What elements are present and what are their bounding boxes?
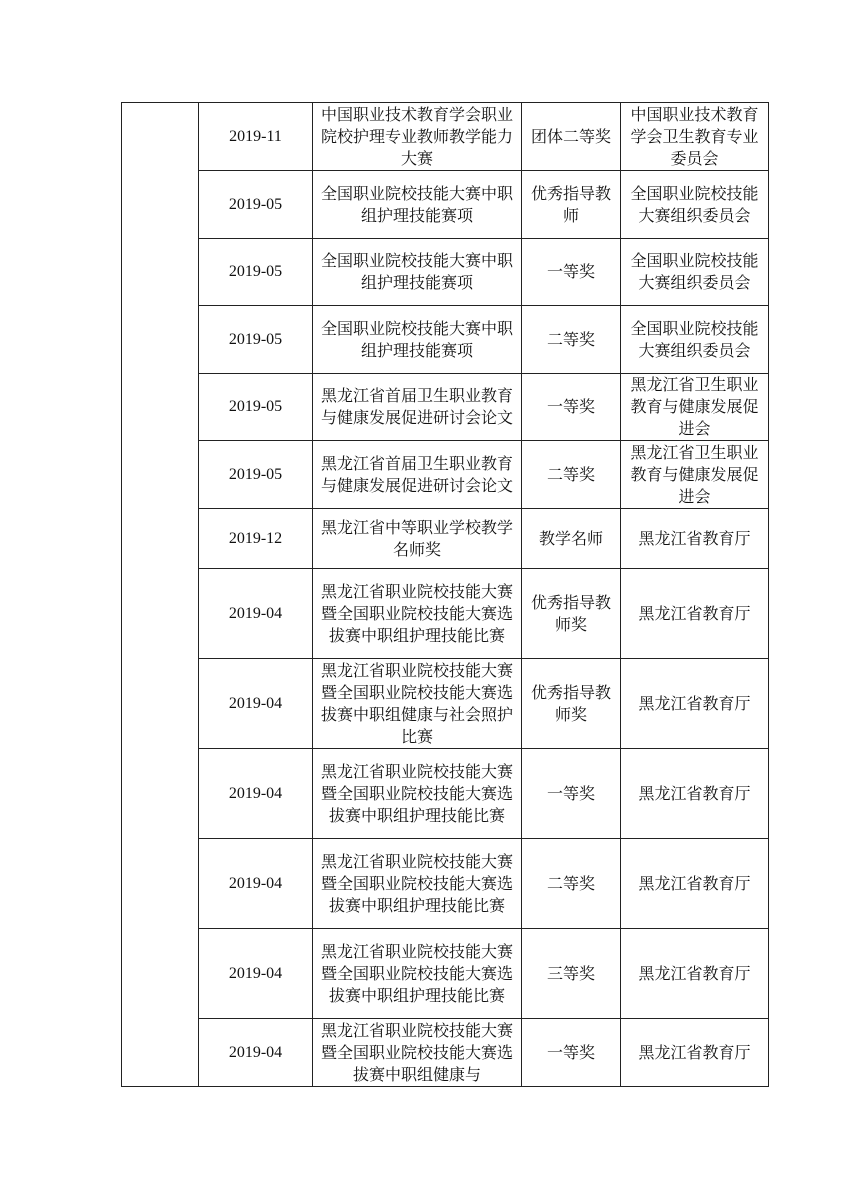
competition-name: 全国职业院校技能大赛中职组护理技能赛项 — [313, 171, 522, 239]
awarding-organization: 中国职业技术教育学会卫生教育专业委员会 — [621, 103, 769, 171]
award-date: 2019-12 — [199, 509, 313, 569]
award-date: 2019-04 — [199, 929, 313, 1019]
awarding-organization: 黑龙江省教育厅 — [621, 659, 769, 749]
awarding-organization: 黑龙江省教育厅 — [621, 569, 769, 659]
table-row — [122, 374, 769, 441]
award-date: 2019-04 — [199, 1019, 313, 1087]
table-row — [122, 569, 769, 659]
competition-name: 黑龙江省首届卫生职业教育与健康发展促进研讨会论文 — [313, 441, 522, 509]
award-date: 2019-04 — [199, 749, 313, 839]
award-level: 优秀指导教师奖 — [522, 569, 621, 659]
award-level: 一等奖 — [522, 374, 621, 441]
award-level: 二等奖 — [522, 839, 621, 929]
award-level: 二等奖 — [522, 306, 621, 374]
award-date: 2019-05 — [199, 239, 313, 306]
award-level: 优秀指导教师 — [522, 171, 621, 239]
table-row — [122, 839, 769, 929]
award-date: 2019-04 — [199, 839, 313, 929]
competition-name: 黑龙江省职业院校技能大赛暨全国职业院校技能大赛选拔赛中职组护理技能比赛 — [313, 839, 522, 929]
award-level: 三等奖 — [522, 929, 621, 1019]
award-level: 优秀指导教师奖 — [522, 659, 621, 749]
competition-name: 黑龙江省职业院校技能大赛暨全国职业院校技能大赛选拔赛中职组健康与 — [313, 1019, 522, 1087]
competition-name: 黑龙江省职业院校技能大赛暨全国职业院校技能大赛选拔赛中职组护理技能比赛 — [313, 929, 522, 1019]
award-level: 教学名师 — [522, 509, 621, 569]
table-row — [122, 103, 769, 171]
award-level: 团体二等奖 — [522, 103, 621, 171]
table-row — [122, 929, 769, 1019]
table-row — [122, 306, 769, 374]
awards-table — [121, 102, 769, 1087]
award-date: 2019-05 — [199, 306, 313, 374]
table-row — [122, 239, 769, 306]
table-row — [122, 509, 769, 569]
awarding-organization: 黑龙江省卫生职业教育与健康发展促进会 — [621, 441, 769, 509]
awarding-organization: 黑龙江省教育厅 — [621, 749, 769, 839]
award-level: 一等奖 — [522, 749, 621, 839]
awarding-organization: 全国职业院校技能大赛组织委员会 — [621, 239, 769, 306]
table-row — [122, 659, 769, 749]
award-date: 2019-04 — [199, 569, 313, 659]
awarding-organization: 黑龙江省教育厅 — [621, 1019, 769, 1087]
competition-name: 中国职业技术教育学会职业院校护理专业教师教学能力大赛 — [313, 103, 522, 171]
award-level: 一等奖 — [522, 239, 621, 306]
table-row — [122, 171, 769, 239]
award-date: 2019-05 — [199, 374, 313, 441]
competition-name: 黑龙江省职业院校技能大赛暨全国职业院校技能大赛选拔赛中职组健康与社会照护比赛 — [313, 659, 522, 749]
award-date: 2019-04 — [199, 659, 313, 749]
awarding-organization: 黑龙江省教育厅 — [621, 929, 769, 1019]
awarding-organization: 黑龙江省教育厅 — [621, 509, 769, 569]
table-row — [122, 1019, 769, 1087]
awarding-organization: 全国职业院校技能大赛组织委员会 — [621, 306, 769, 374]
competition-name: 黑龙江省职业院校技能大赛暨全国职业院校技能大赛选拔赛中职组护理技能比赛 — [313, 569, 522, 659]
award-level: 二等奖 — [522, 441, 621, 509]
awarding-organization: 黑龙江省教育厅 — [621, 839, 769, 929]
competition-name: 黑龙江省中等职业学校教学名师奖 — [313, 509, 522, 569]
merged-blank-cell — [122, 103, 199, 1087]
awarding-organization: 黑龙江省卫生职业教育与健康发展促进会 — [621, 374, 769, 441]
table-row — [122, 749, 769, 839]
award-level: 一等奖 — [522, 1019, 621, 1087]
competition-name: 全国职业院校技能大赛中职组护理技能赛项 — [313, 306, 522, 374]
award-date: 2019-11 — [199, 103, 313, 171]
competition-name: 黑龙江省职业院校技能大赛暨全国职业院校技能大赛选拔赛中职组护理技能比赛 — [313, 749, 522, 839]
competition-name: 黑龙江省首届卫生职业教育与健康发展促进研讨会论文 — [313, 374, 522, 441]
award-date: 2019-05 — [199, 441, 313, 509]
competition-name: 全国职业院校技能大赛中职组护理技能赛项 — [313, 239, 522, 306]
award-date: 2019-05 — [199, 171, 313, 239]
table-row — [122, 441, 769, 509]
awarding-organization: 全国职业院校技能大赛组织委员会 — [621, 171, 769, 239]
